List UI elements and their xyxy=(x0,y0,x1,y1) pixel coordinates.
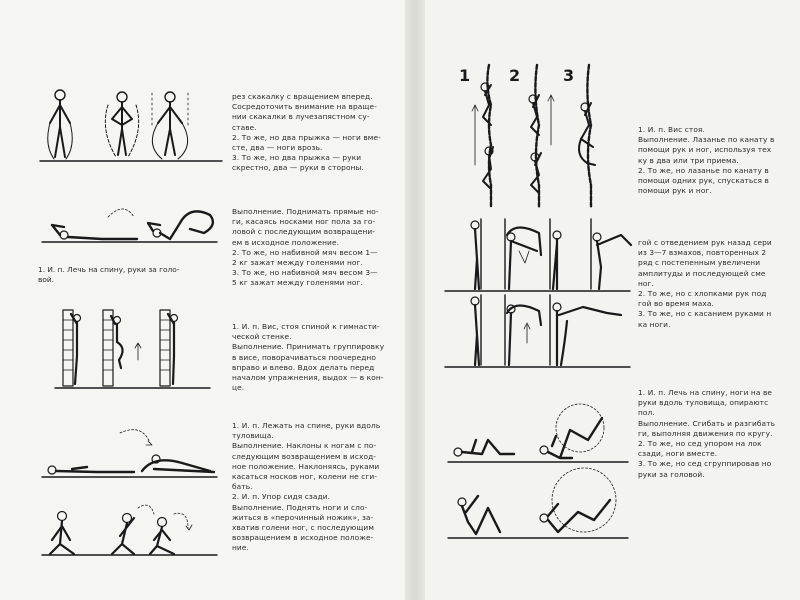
rope-climb-illustration xyxy=(455,65,615,210)
rope-label-1: 1 xyxy=(459,66,471,85)
pike-sit-illustration xyxy=(42,500,222,565)
text-block-cycling: 1. И. п. Лечь на спину, ноги на ве руки вдоль туловища, опираютс пол. Выполнение. Сгибать и разгибать ги, выполняя движения по кругу. 2. То же, но сед упором на лок сзади, ноги вместе. 3. То же, но сед сгруппировав но руки за головой. xyxy=(638,388,776,479)
rope-label-3: 3 xyxy=(563,66,575,85)
text-block-legs-over-head: Выполнение. Поднимать прямые но- ги, касаясь носками ног пола за го- ловой с последующим возвращени- ем в исходное положение. 2. То же, но набивной мяч весом 1— 2 кг зажат между голенями ног. 3. То же, но набивной мяч весом 3— 5 кг зажат между голенями ног. xyxy=(232,207,379,288)
jump-rope-illustration xyxy=(40,85,225,165)
cycling-legs-illustration xyxy=(448,400,633,545)
text-block-leg-swings: гой с отведением рук назад сери из 3—7 взмахов, повторенных 2 ряд с постепенным увеличени амплитуды и последующей сме ног. 2. То же, но с хлопками рук под гой во время маха. 3. То же, но с касанием руками н ка ноги. xyxy=(638,238,772,329)
text-block-rope-climb: 1. И. п. Вис стоя. Выполнение. Лазанье по канату в помощи рук и ног, используя тех ку в два или три приема. 2. То же, но лазанье по канату в помощи одних рук, спускаться в помощи рук и ног. xyxy=(638,125,775,196)
bend-to-legs-illustration xyxy=(42,425,222,485)
text-block-bends: 1. И. п. Лежать на спине, руки вдоль туловища. Выполнение. Наклоны к ногам с по- следующим возвращением в исход- ное положение. Наклоняясь, руками касаться носков ног, колени не сги- бать. 2. И. п. Упор сидя сзади. Выполнение. Поднять ноги и сло- житься в «перочинный ножик», за- хватив голени ног, с последующим возвращением в исходное положе- ние. xyxy=(232,421,381,553)
text-block-jump-rope: рез скакалку с вращением вперед. Сосредоточить внимание на враще- нии скакалки в лучезапястном су- ставе. 2. То же, но два прыжка — ноги вме- сте, два — ноги врозь. 3. То же, но два прыжка — руки скрестно, два — руки в стороны. xyxy=(232,92,381,173)
exercise-caption: 1. И. п. Лечь на спину, руки за голо- вой. xyxy=(38,265,180,284)
book-gutter xyxy=(405,0,425,600)
rope-label-2: 2 xyxy=(509,66,521,85)
legs-over-head-illustration xyxy=(42,195,222,250)
leg-swing-illustration xyxy=(445,215,635,375)
text-block-wall-bars: 1. И. п. Вис, стоя спиной к гимнасти- ческой стенке. Выполнение. Принимать группировку в висе, поворачиваться поочередно вправо и влево. Вдох делать перед началом упражнения, выдох — в кон- це. xyxy=(232,322,385,393)
wall-bars-illustration xyxy=(55,308,215,393)
